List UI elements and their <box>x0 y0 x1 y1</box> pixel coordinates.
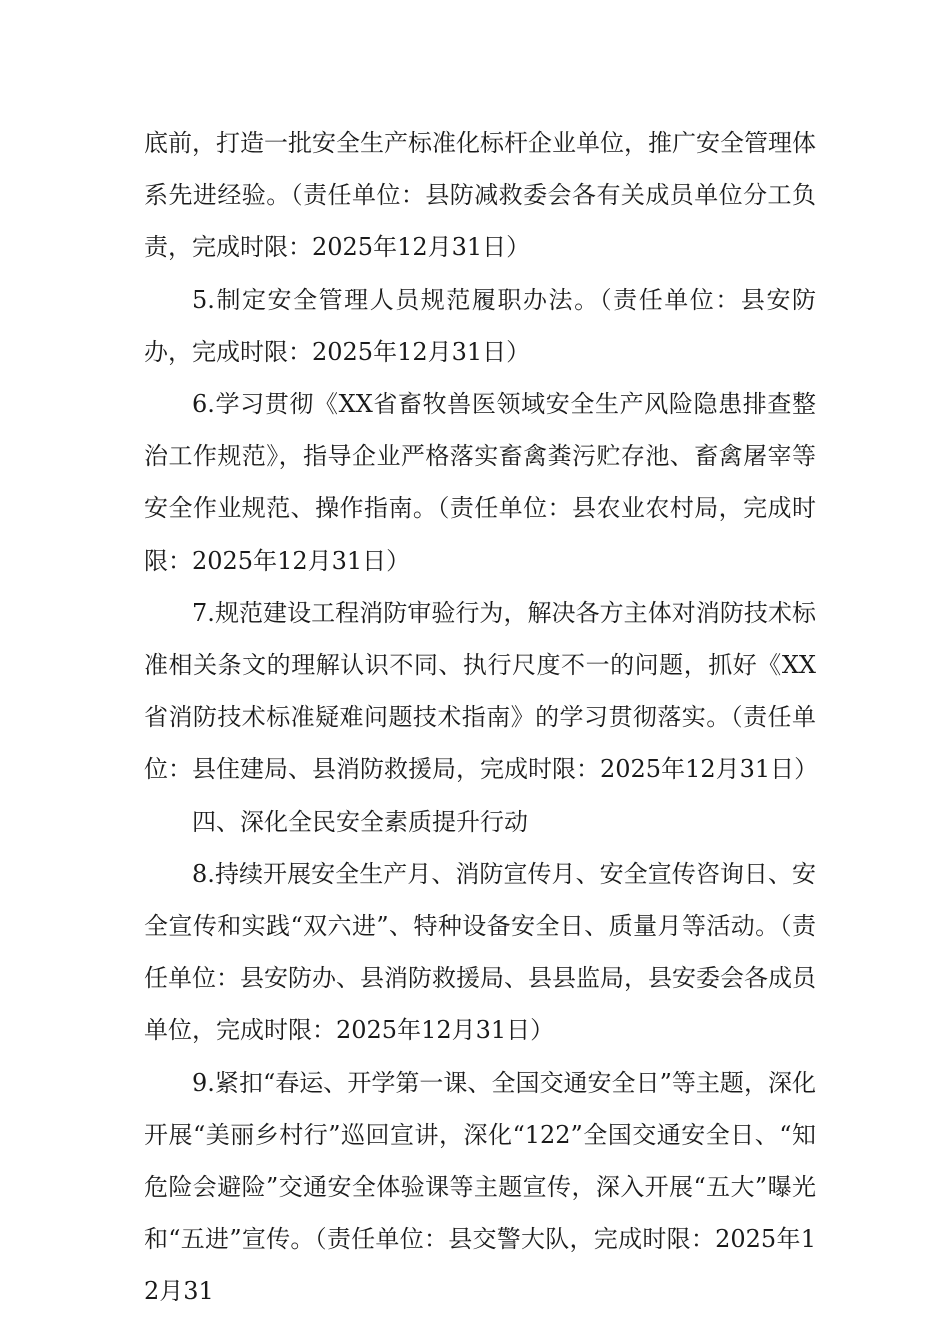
paragraph-item-9: 9.紧扣“春运、开学第一课、全国交通安全日”等主题，深化开展“美丽乡村行”巡回宣讲，深化“122”全国交通安全日、“知危险会避险”交通安全体验课等主题宣传，深入开展“五大”曝光和“五进”宣传。（责任单位：县交警大队，完成时限：2025年12月31 <box>144 1068 816 1306</box>
paragraph-item-4-continued: 底前，打造一批安全生产标准化标杆企业单位，推广安全管理体系先进经验。（责任单位：县防减救委会各有关成员单位分工负责，完成时限：2025年12月31日） <box>144 129 816 262</box>
paragraph-item-7: 7.规范建设工程消防审验行为，解决各方主体对消防技术标准相关条文的理解认识不同、执行尺度不一的问题，抓好《XX省消防技术标准疑难问题技术指南》的学习贯彻落实。（责任单位：县住建局、县消防救援局，完成时限：2025年12月31日） <box>144 598 819 784</box>
paragraph-item-8: 8.持续开展安全生产月、消防宣传月、安全宣传咨询日、安全宣传和实践“双六进”、特种设备安全日、质量月等活动。（责任单位：县安防办、县消防救援局、县县监局，县安委会各成员单位，完成时限：2025年12月31日） <box>144 859 816 1045</box>
section-heading-4: 四、深化全民安全素质提升行动 <box>192 807 528 836</box>
paragraph-item-6: 6.学习贯彻《XX省畜牧兽医领域安全生产风险隐患排查整治工作规范》，指导企业严格落实畜禽粪污贮存池、畜禽屠宰等安全作业规范、操作指南。（责任单位：县农业农村局，完成时限：2025年12月31日） <box>144 390 816 575</box>
paragraph-item-5: 5.制定安全管理人员规范履职办法。（责任单位：县安防办，完成时限：2025年12月31日） <box>144 285 816 366</box>
document-body <box>144 117 819 1318</box>
